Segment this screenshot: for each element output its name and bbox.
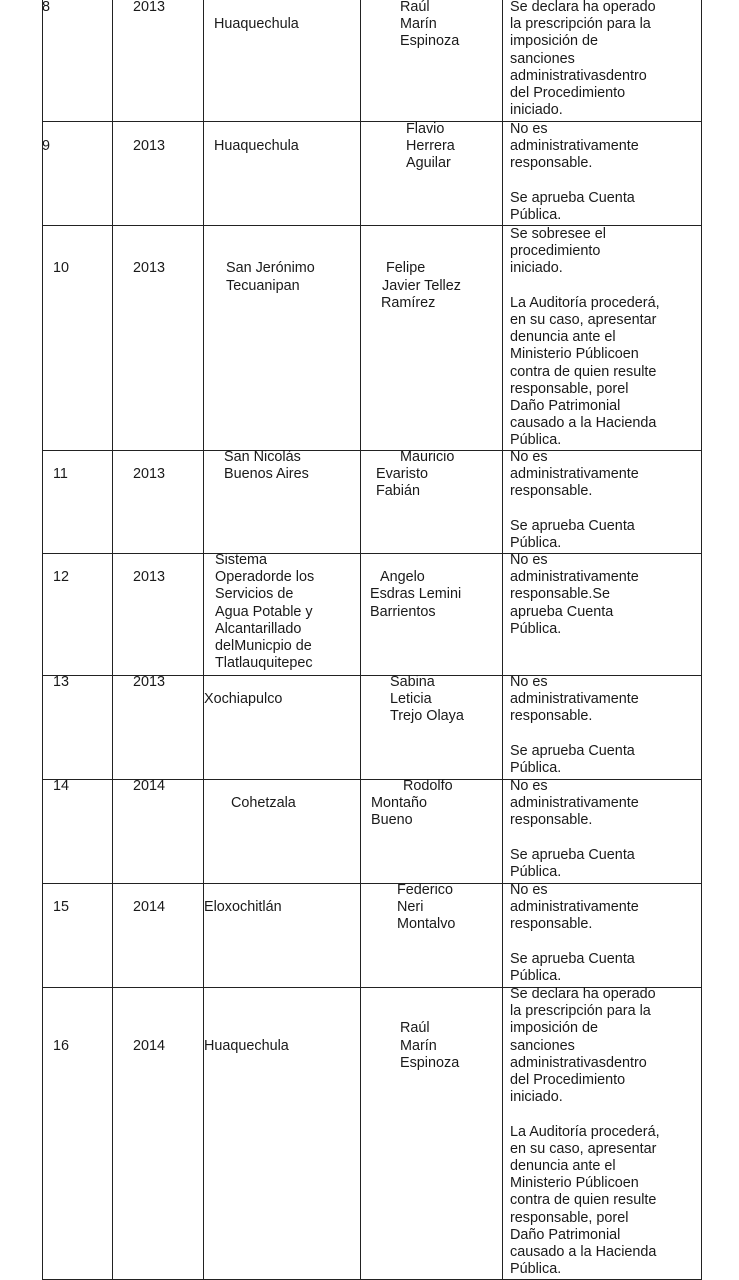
resolution-text-line: Pública. [510, 207, 562, 224]
resolution-text-line: responsable. [510, 483, 593, 500]
person-name-line: Espinoza [400, 1054, 460, 1071]
row-year: 2014 [133, 778, 166, 794]
entity-name-line: Eloxochitlán [204, 899, 282, 916]
row-year: 2013 [133, 569, 166, 586]
resolution-text-line: causado a la Hacienda [510, 415, 657, 432]
row-year: 2014 [133, 1037, 166, 1054]
entity-name-line: Xochiapulco [204, 691, 283, 708]
resolution-text-line: responsable. [510, 812, 593, 829]
entity-name [215, 552, 314, 672]
resolution-text-line: contra de quien resulte [510, 363, 657, 380]
entity-name-line: Servicios de [215, 586, 294, 603]
resolution-text-line [510, 501, 639, 518]
resolution-text-line: responsable. [510, 708, 593, 725]
entity-name [214, 16, 299, 33]
resolution-text-line: Pública. [510, 968, 562, 985]
row-number: 15 [53, 899, 70, 916]
person-name-line: Leticia [390, 691, 432, 708]
resolution-text-line: administrativamente [510, 899, 639, 916]
entity-name-line: San Jerónimo [226, 260, 315, 277]
person-name-line: Evaristo [376, 466, 428, 483]
entity-name [224, 449, 309, 483]
resolution-text-line: La Auditoría procederá, [510, 294, 660, 311]
person-name-line: Felipe [386, 260, 426, 277]
entity-name-line: delMunicpio de [215, 638, 312, 655]
resolution-text-line: iniciado. [510, 1089, 563, 1106]
column-rule [502, 0, 503, 1280]
resolution-text-line: denuncia ante el [510, 1158, 616, 1175]
person-name-line: Marín [400, 16, 437, 33]
person-name-line: Angelo [380, 569, 425, 586]
person-name-line: Javier Tellez [382, 277, 461, 294]
person-name-line: Espinoza [400, 33, 460, 50]
resolution-text-line: administrativamente [510, 466, 639, 483]
resolution-text-line: en su caso, apresentar [510, 312, 657, 329]
resolution-text-line: procedimiento [510, 243, 601, 260]
row-year: 2013 [133, 260, 166, 277]
person-name-line: Raúl [400, 0, 430, 15]
person-name-line: Fabián [376, 483, 421, 500]
person-name-line: Bueno [371, 812, 413, 829]
column-rule [112, 0, 113, 1280]
entity-name [204, 1038, 289, 1055]
row-year: 2013 [133, 0, 166, 15]
resolution-text-line: No es [510, 778, 548, 794]
row-number: 12 [53, 569, 70, 586]
person-name-line: Neri [397, 899, 424, 916]
resolution-text-line: administrativamente [510, 795, 639, 812]
column-rule [701, 0, 702, 1280]
person-name-line: Barrientos [370, 603, 436, 620]
resolution-text-line: Daño Patrimonial [510, 1226, 621, 1243]
person-name-line: Montalvo [397, 916, 456, 933]
resolution-text-line: Se sobresee el [510, 226, 606, 242]
resolution-text-line: denuncia ante el [510, 329, 616, 346]
resolution-text-line: la prescripción para la [510, 1003, 651, 1020]
resolution-text-line: en su caso, apresentar [510, 1140, 657, 1157]
resolution-text-line: iniciado. [510, 260, 563, 277]
resolution-text-line [510, 934, 639, 951]
resolution-text-line: administrativamente [510, 691, 639, 708]
resolution-text-line: administrativamente [510, 569, 639, 586]
resolution-text-line: iniciado. [510, 102, 563, 119]
resolution-text [510, 674, 639, 777]
resolution-text [510, 121, 639, 224]
resolution-text-line [510, 173, 639, 190]
resolution-text [510, 986, 660, 1278]
resolution-text-line: Se aprueba Cuenta [510, 846, 635, 863]
resolution-text-line: del Procedimiento [510, 85, 626, 102]
entity-name-line: Tecuanipan [226, 277, 300, 294]
resolution-text-line: aprueba Cuenta [510, 603, 614, 620]
resolution-text-line: Pública. [510, 432, 562, 449]
resolution-text-line: No es [510, 552, 548, 568]
row-number: 14 [53, 778, 70, 794]
resolution-text [510, 778, 639, 881]
resolution-text-line: Daño Patrimonial [510, 398, 621, 415]
entity-name-line: Operadorde los [215, 569, 315, 586]
resolution-text-line: imposición de [510, 1020, 598, 1037]
entity-name [231, 795, 296, 812]
resolution-text-line: No es [510, 882, 548, 898]
person-name-line: Aguilar [406, 155, 451, 172]
resolution-text-line: imposición de [510, 33, 598, 50]
entity-name [204, 899, 282, 916]
person-name-line: Herrera [406, 138, 455, 155]
row-number: 8 [42, 0, 51, 15]
row-number: 10 [53, 260, 70, 277]
resolution-text-line: Se declara ha operado [510, 0, 656, 15]
resolution-text-line [510, 726, 639, 743]
resolution-text-line: Pública. [510, 620, 562, 637]
entity-name-line: Huaquechula [214, 138, 299, 155]
person-name-line: Esdras Lemini [370, 586, 462, 603]
resolution-text-line: No es [510, 674, 548, 690]
resolution-text [510, 449, 639, 552]
person-name-line: Raúl [400, 1020, 430, 1037]
row-year: 2013 [133, 674, 166, 690]
resolution-text-line: Se aprueba Cuenta [510, 742, 635, 759]
resolution-text-line: administrativasdentro [510, 67, 647, 84]
resolution-text-line: Se aprueba Cuenta [510, 517, 635, 534]
resolution-text-line: administrativasdentro [510, 1054, 647, 1071]
resolution-text-line: responsable. [510, 155, 593, 172]
resolution-text-line: Pública. [510, 760, 562, 777]
resolution-text-line: responsable, porel [510, 1209, 629, 1226]
resolution-text-line: causado a la Hacienda [510, 1244, 657, 1261]
resolution-text-line: la prescripción para la [510, 16, 651, 33]
resolution-text-line [510, 830, 639, 847]
person-name-line: Mauricio [400, 449, 455, 465]
entity-name-line: Huaquechula [214, 16, 299, 33]
row-year: 2014 [133, 899, 166, 916]
resolution-text-line: administrativamente [510, 138, 639, 155]
resolution-text-line: del Procedimiento [510, 1072, 626, 1089]
entity-name-line: San Nicolás [224, 449, 301, 465]
resolution-text-line: responsable, porel [510, 380, 629, 397]
resolution-text-line: Se aprueba Cuenta [510, 950, 635, 967]
person-name-line: Federico [397, 882, 453, 898]
row-number: 9 [42, 138, 51, 155]
resolution-text-line: Ministerio Públicoen [510, 1175, 639, 1192]
entity-name-line: Tlatlauquitepec [215, 655, 313, 672]
resolution-text-line [510, 1106, 660, 1123]
resolution-text-line [510, 278, 660, 295]
entity-name [226, 260, 315, 294]
resolution-text-line: Pública. [510, 535, 562, 552]
person-name-line: Ramírez [381, 294, 436, 311]
resolution-text-line: Se declara ha operado [510, 986, 656, 1002]
resolution-text [510, 226, 660, 450]
entity-name-line: Huaquechula [204, 1037, 289, 1054]
resolution-text-line: responsable.Se [510, 586, 611, 603]
person-name-line: Marín [400, 1037, 437, 1054]
entity-name-line: Cohetzala [231, 795, 296, 812]
resolution-text-line: Pública. [510, 1261, 562, 1278]
entity-name-line: Agua Potable y [215, 603, 313, 620]
resolution-text-line: contra de quien resulte [510, 1192, 657, 1209]
row-number: 11 [53, 466, 68, 483]
resolution-text-line: responsable. [510, 916, 593, 933]
entity-name-line: Buenos Aires [224, 466, 309, 483]
column-rule [203, 0, 204, 1280]
person-name-line: Rodolfo [403, 778, 453, 794]
entity-name-line: Alcantarillado [215, 620, 302, 637]
resolution-text [510, 0, 656, 119]
resolution-text-line: La Auditoría procederá, [510, 1123, 660, 1140]
person-name-line: Trejo Olaya [390, 708, 464, 725]
column-rule [42, 0, 43, 1280]
resolution-text-line: sanciones [510, 50, 575, 67]
person-name-line: Flavio [406, 121, 445, 137]
row-year: 2013 [133, 466, 166, 483]
row-number: 16 [53, 1037, 70, 1054]
entity-name [214, 138, 299, 155]
person-name-line: Sabina [390, 674, 435, 690]
entity-name [204, 691, 282, 708]
person-name-line: Montaño [371, 795, 428, 812]
resolution-text-line: No es [510, 449, 548, 465]
entity-name-line: Sistema [215, 552, 267, 568]
row-number: 13 [53, 674, 70, 690]
resolution-text-line: Ministerio Públicoen [510, 346, 639, 363]
resolution-text [510, 552, 639, 638]
row-year: 2013 [133, 138, 166, 155]
resolution-text [510, 882, 639, 985]
resolution-text-line: No es [510, 121, 548, 137]
resolution-text-line: sanciones [510, 1037, 575, 1054]
resolution-text-line: Se aprueba Cuenta [510, 189, 635, 206]
column-rule [360, 0, 361, 1280]
resolution-text-line: Pública. [510, 864, 562, 881]
